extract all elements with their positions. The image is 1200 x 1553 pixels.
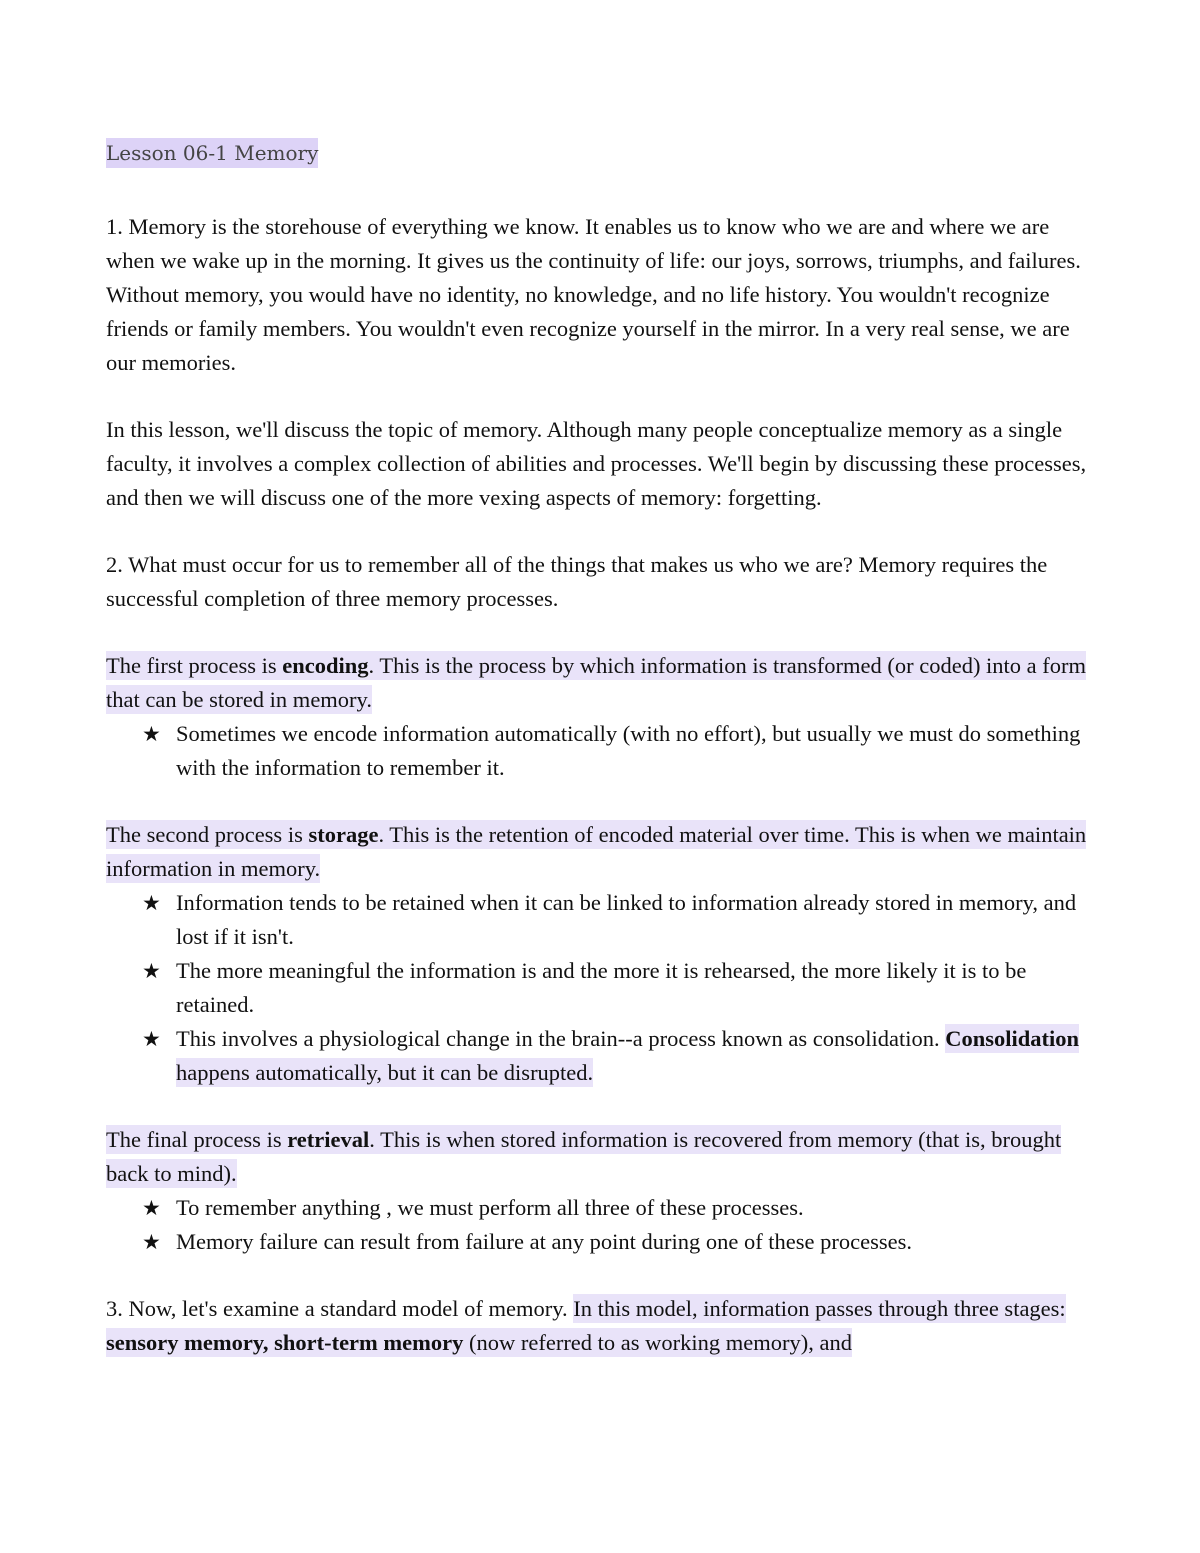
lesson-title-text: Lesson 06-1 Memory (106, 138, 318, 168)
encoding-pre: The first process is (106, 653, 283, 678)
paragraph-encoding (106, 649, 1096, 717)
paragraph-three-processes: 2. What must occur for us to remember all of the things that makes us who we are? Memory requires the successful completion of three memory processes. (106, 552, 1048, 611)
model-hl-pre: In this model, information passes through three stages: (573, 1296, 1066, 1321)
star-icon: ★ (142, 1230, 161, 1254)
storage-pre: The second process is (106, 822, 309, 847)
retrieval-post: . This is when stored information is recovered from memory (that is, brought back to mind). (106, 1127, 1062, 1186)
list-item (106, 1191, 1096, 1225)
retrieval-bullet-text: Memory failure can result from failure at any point during one of these processes. (176, 1229, 913, 1254)
storage-bullet-list (106, 886, 1096, 1090)
list-item (106, 954, 1096, 1022)
storage-bullet-text: The more meaningful the information is and the more it is rehearsed, the more likely it is to be retained. (176, 958, 1027, 1017)
star-icon: ★ (142, 1027, 161, 1051)
encoding-bullet-text: Sometimes we encode information automatically (with no effort), but usually we must do something with the information to remember it. (176, 721, 1081, 780)
model-stages-term: sensory memory, short-term memory (106, 1330, 464, 1355)
star-icon: ★ (142, 959, 161, 983)
paragraph-intro: 1. Memory is the storehouse of everything we know. It enables us to know who we are and where we are when we wake up in the morning. It gives us the continuity of life: our joys, sorrows, triumphs, and failures. Without memory, you would have no identity, no knowledge, and no life history. You wouldn't recognize friends or family members. You wouldn't even recognize yourself in the mirror. In a very real sense, we are our memories. (106, 214, 1081, 375)
list-item (106, 886, 1096, 954)
document-page (106, 136, 1096, 1393)
retrieval-term: retrieval (287, 1127, 370, 1152)
list-item (106, 717, 1096, 785)
storage-term: storage (308, 822, 379, 847)
list-item (106, 1022, 1096, 1090)
encoding-bullet-list (106, 717, 1096, 785)
storage-highlight (106, 820, 1086, 883)
consolidation-term: Consolidation (945, 1026, 1079, 1051)
star-icon: ★ (142, 891, 161, 915)
list-item (106, 1225, 1096, 1259)
star-icon: ★ (142, 722, 161, 746)
encoding-post: . This is the process by which information is transformed (or coded) into a form that can be stored in memory. (106, 653, 1087, 712)
encoding-highlight (106, 651, 1086, 714)
lesson-title (106, 136, 1096, 170)
star-icon: ★ (142, 1196, 161, 1220)
paragraph-standard-model (106, 1292, 1096, 1360)
model-pre: 3. Now, let's examine a standard model of memory. (106, 1296, 574, 1321)
retrieval-pre: The final process is (106, 1127, 288, 1152)
retrieval-bullet-text: To remember anything , we must perform all three of these processes. (176, 1195, 804, 1220)
retrieval-highlight (106, 1125, 1061, 1188)
consolidation-post: happens automatically, but it can be disrupted. (176, 1060, 594, 1085)
storage-bullet-text: Information tends to be retained when it can be linked to information already stored in memory, and lost if it isn't. (176, 890, 1077, 949)
storage-bullet-text: This involves a physiological change in the brain--a process known as consolidation. (176, 1026, 946, 1051)
retrieval-bullet-list (106, 1191, 1096, 1259)
paragraph-lesson-overview: In this lesson, we'll discuss the topic of memory. Although many people conceptualize memory as a single faculty, it involves a complex collection of abilities and processes. We'll begin by discussing these processes, and then we will discuss one of the more vexing aspects of memory: forgetting. (106, 417, 1087, 510)
paragraph-storage (106, 818, 1096, 886)
encoding-term: encoding (282, 653, 369, 678)
model-hl-post: (now referred to as working memory), and (463, 1330, 852, 1355)
paragraph-retrieval (106, 1123, 1096, 1191)
storage-post: . This is the retention of encoded material over time. This is when we maintain information in memory. (106, 822, 1087, 881)
